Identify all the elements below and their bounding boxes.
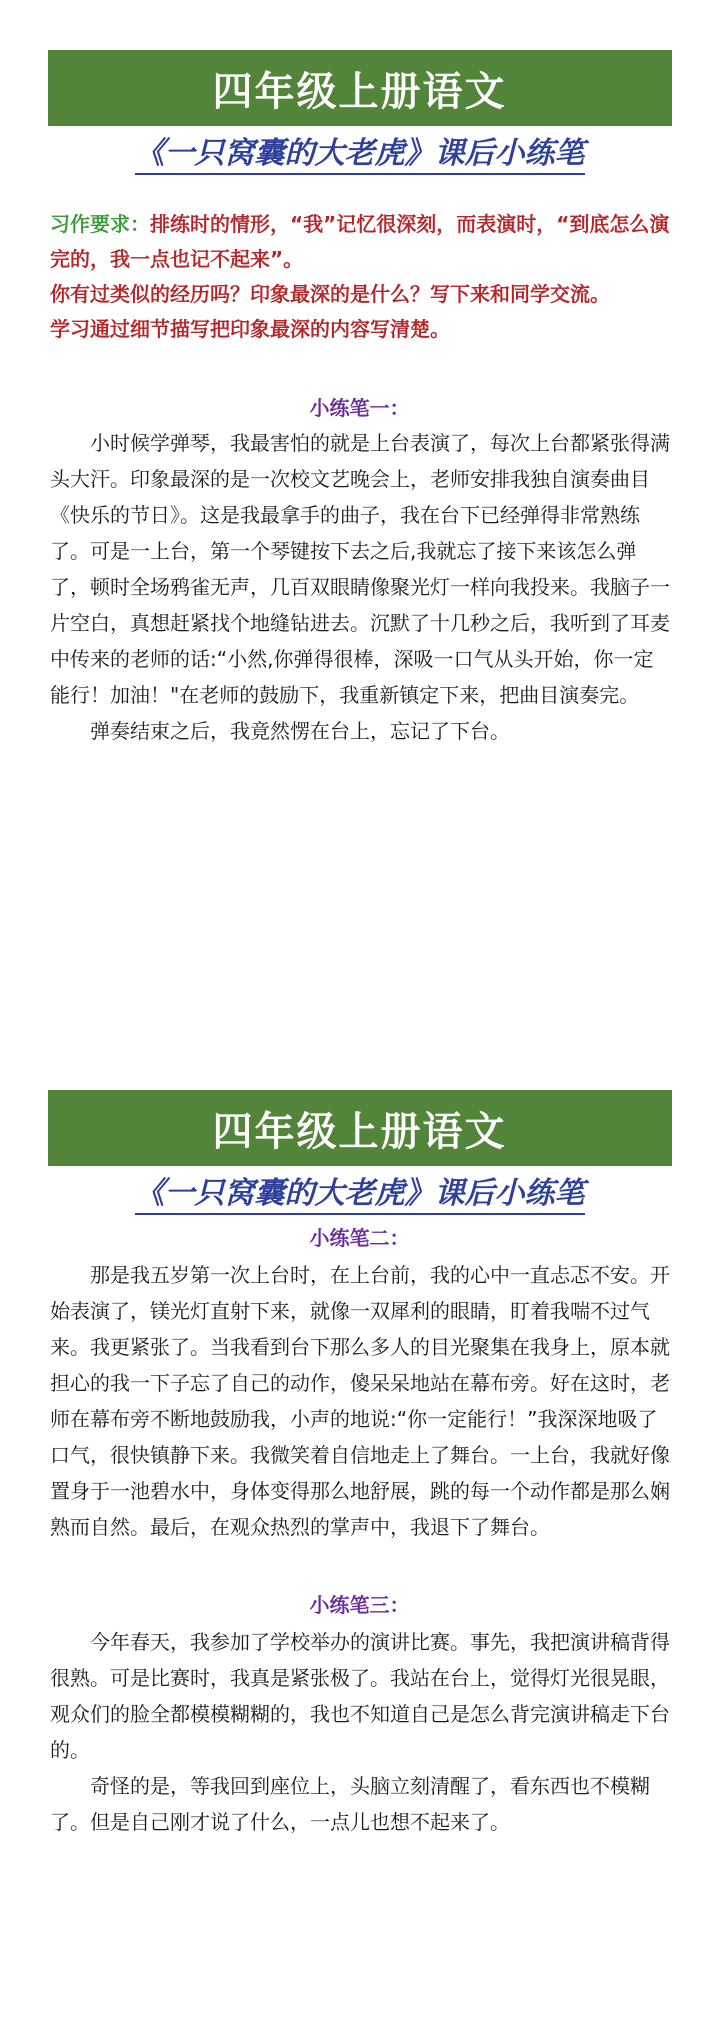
writing-requirement [50, 207, 670, 347]
exercise-3-paragraph: 今年春天，我参加了学校举办的演讲比赛。事先，我把演讲稿背得很熟。可是比赛时，我真是紧张极了。我站在台上，觉得灯光很晃眼，观众们的脸全都模模糊糊的，我也不知道自己是怎么背完演讲稿走下台的。 [50, 1630, 670, 1762]
exercise-1-paragraph: 小时候学弹琴，我最害怕的就是上台表演了，每次上台都紧张得满头大汗。印象最深的是一次校文艺晚会上，老师安排我独自演奏曲目《快乐的节日》。这是我最拿手的曲子，我在台下已经弹得非常熟练了。可是一上台，第一个琴键按下去之后,我就忘了接下来该怎么弹了，顿时全场鸦雀无声，几百双眼睛像聚光灯一样向我投来。我脑子一片空白，真想赶紧找个地缝钻进去。沉默了十几秒之后，我听到了耳麦中传来的老师的话:“小然,你弹得很棒，深吸一口气从头开始，你一定能行！加油！"在老师的鼓励下，我重新镇定下来，把曲目演奏完。 [50, 431, 670, 707]
requirement-label: 习作要求： [50, 212, 150, 236]
exercise-1-paragraph: 弹奏结束之后，我竟然愣在台上，忘记了下台。 [90, 719, 510, 743]
requirement-line-1 [50, 207, 670, 277]
exercise-3-body [50, 1624, 670, 1840]
lesson-subtitle [0, 136, 719, 172]
grade-banner: 四年级上册语文 [48, 50, 672, 126]
exercise-1-title: 小练笔一： [309, 396, 410, 420]
exercise-2-body [50, 1257, 670, 1545]
lesson-subtitle-text: 《一只窝囊的大老虎》课后小练笔 [135, 1176, 585, 1215]
exercise-1-body [50, 425, 670, 749]
requirement-text-1: 排练时的情形，“我”记忆很深刻，而表演时，“到底怎么演完的，我一点也记不起来”。 [50, 212, 670, 271]
lesson-subtitle-text: 《一只窝囊的大老虎》课后小练笔 [135, 136, 585, 175]
card-2 [0, 1090, 719, 1840]
exercise-3-title: 小练笔三： [309, 1593, 410, 1617]
card-1 [0, 50, 719, 749]
exercise-2-paragraph: 那是我五岁第一次上台时，在上台前，我的心中一直忐忑不安。开始表演了，镁光灯直射下来，就像一双犀利的眼睛，盯着我喘不过气来。我更紧张了。当我看到台下那么多人的目光聚集在我身上，原本就担心的我一下子忘了自己的动作，傻呆呆地站在幕布旁。好在这时，老师在幕布旁不断地鼓励我，小声的地说:“你一定能行！”我深深地吸了口气，很快镇静下来。我微笑着自信地走上了舞台。一上台，我就好像置身于一池碧水中，身体变得那么地舒展，跳的每一个动作都是那么娴熟而自然。最后，在观众热烈的掌声中，我退下了舞台。 [50, 1263, 670, 1539]
exercise-3-paragraph: 奇怪的是，等我回到座位上，头脑立刻清醒了，看东西也不模糊了。但是自己刚才说了什么，一点儿也想不起来了。 [50, 1774, 650, 1834]
exercise-2-title: 小练笔二： [309, 1226, 410, 1250]
requirement-line-3: 学习通过细节描写把印象最深的内容写清楚。 [50, 317, 450, 341]
grade-banner: 四年级上册语文 [48, 1090, 672, 1166]
lesson-subtitle [0, 1176, 719, 1212]
requirement-line-2: 你有过类似的经历吗？印象最深的是什么？写下来和同学交流。 [50, 282, 610, 306]
